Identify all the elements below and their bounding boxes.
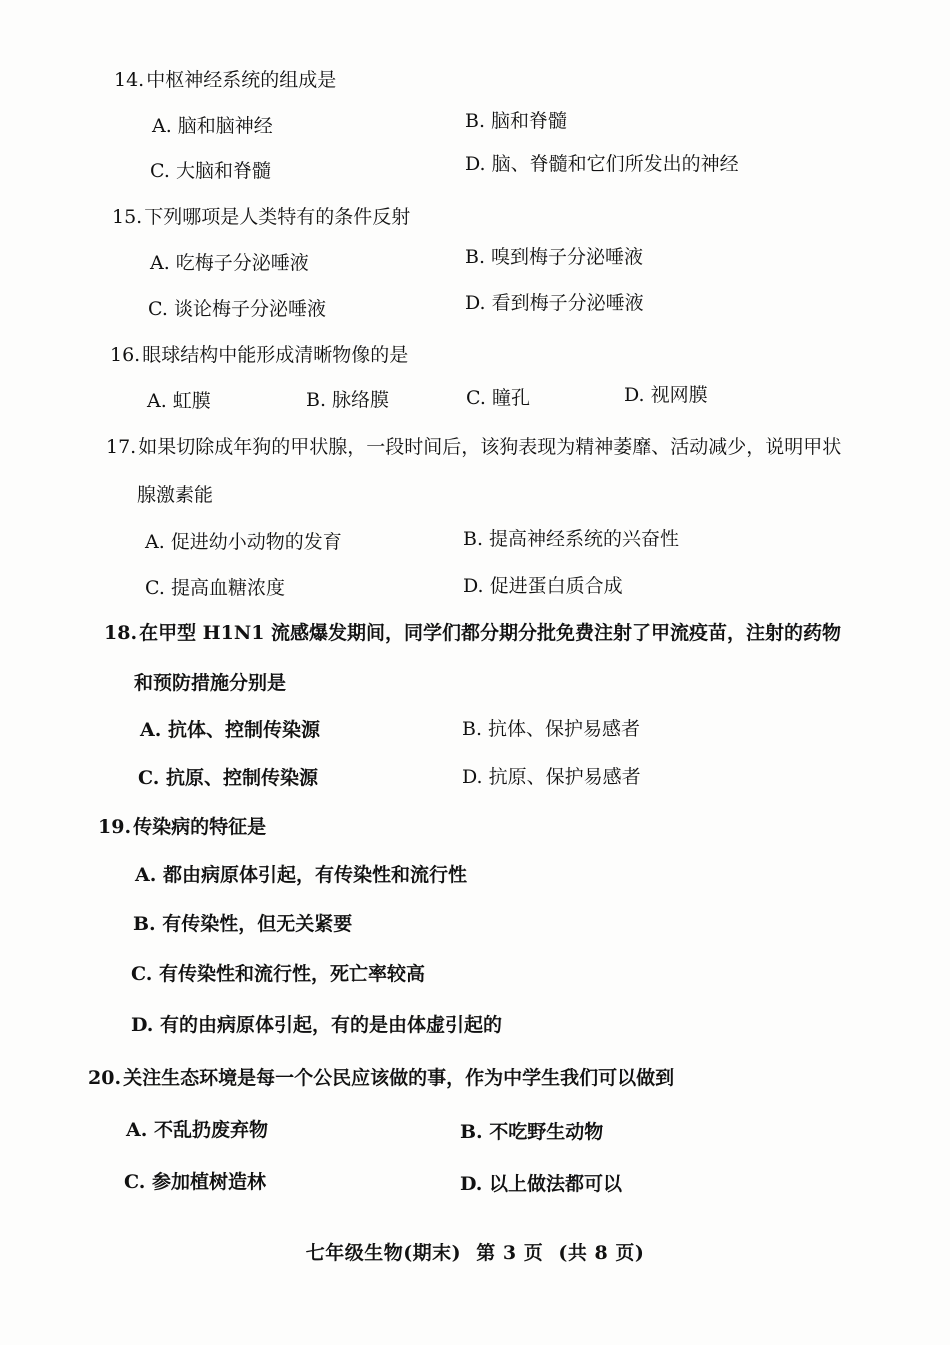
q14-option-a: A. 脑和脑神经 [152, 115, 273, 137]
question-text: 中枢神经系统的组成是 [146, 69, 337, 91]
question-number: 18. [104, 622, 138, 644]
question-18-stem-continued: 和预防措施分别是 [134, 672, 287, 694]
q20-option-d: D. 以上做法都可以 [460, 1173, 623, 1195]
question-14-stem [114, 68, 336, 92]
q16-option-b: B. 脉络膜 [306, 389, 390, 411]
question-19-stem [98, 815, 266, 839]
q18-option-a: A. 抗体、控制传染源 [140, 719, 320, 741]
q16-option-c: C. 瞳孔 [466, 387, 530, 409]
q17-option-b: B. 提高神经系统的兴奋性 [463, 528, 680, 550]
q15-option-a: A. 吃梅子分泌唾液 [150, 252, 309, 274]
q19-option-b: B. 有传染性，但无关紧要 [133, 913, 353, 935]
q17-option-d: D. 促进蛋白质合成 [463, 575, 623, 597]
question-number: 17. [106, 436, 137, 458]
q15-option-b: B. 嗅到梅子分泌唾液 [465, 246, 644, 268]
q18-option-c: C. 抗原、控制传染源 [138, 767, 319, 789]
q20-option-a: A. 不乱扔废弃物 [126, 1119, 268, 1141]
question-number: 20. [88, 1067, 122, 1089]
question-number: 15. [112, 206, 143, 228]
q18-option-d: D. 抗原、保护易感者 [462, 766, 641, 788]
q20-option-c: C. 参加植树造林 [124, 1171, 267, 1193]
q16-option-a: A. 虹膜 [147, 390, 211, 412]
question-text: 下列哪项是人类特有的条件反射 [144, 206, 411, 228]
q19-option-a: A. 都由病原体引起，有传染性和流行性 [135, 864, 467, 886]
q17-option-a: A. 促进幼小动物的发育 [145, 531, 342, 553]
question-text: 在甲型 H1N1 流感爆发期间，同学们都分期分批免费注射了甲流疫苗，注射的药物 [139, 622, 842, 644]
question-20-stem [88, 1066, 674, 1090]
footer-page-number: 第 3 页 [476, 1242, 544, 1264]
question-text: 如果切除成年狗的甲状腺，一段时间后，该狗表现为精神萎靡、活动减少，说明甲状 [138, 436, 842, 458]
q19-option-d: D. 有的由病原体引起，有的是由体虚引起的 [131, 1014, 503, 1036]
q15-option-d: D. 看到梅子分泌唾液 [465, 292, 644, 314]
q15-option-c: C. 谈论梅子分泌唾液 [148, 298, 326, 320]
question-15-stem [112, 205, 410, 229]
page-footer [0, 1238, 950, 1265]
footer-total-pages: (共 8 页) [558, 1242, 645, 1264]
q19-option-c: C. 有传染性和流行性，死亡率较高 [131, 963, 426, 985]
question-17-stem-continued: 腺激素能 [137, 484, 214, 506]
q17-option-c: C. 提高血糖浓度 [145, 577, 285, 599]
question-16-stem [110, 343, 408, 367]
q16-option-d: D. 视网膜 [624, 384, 708, 406]
question-text: 眼球结构中能形成清晰物像的是 [142, 344, 409, 366]
q14-option-d: D. 脑、脊髓和它们所发出的神经 [465, 153, 739, 175]
q18-option-b: B. 抗体、保护易感者 [462, 718, 641, 740]
q20-option-b: B. 不吃野生动物 [460, 1121, 604, 1143]
question-text: 传染病的特征是 [133, 816, 267, 838]
q14-option-c: C. 大脑和脊髓 [150, 160, 271, 182]
question-number: 19. [98, 816, 132, 838]
footer-subject: 七年级生物(期末) [305, 1242, 462, 1264]
question-number: 16. [110, 344, 141, 366]
question-text: 关注生态环境是每一个公民应该做的事，作为中学生我们可以做到 [123, 1067, 675, 1089]
q14-option-b: B. 脑和脊髓 [465, 110, 568, 132]
question-18-stem [104, 621, 841, 645]
question-17-stem [106, 435, 841, 459]
question-number: 14. [114, 69, 145, 91]
